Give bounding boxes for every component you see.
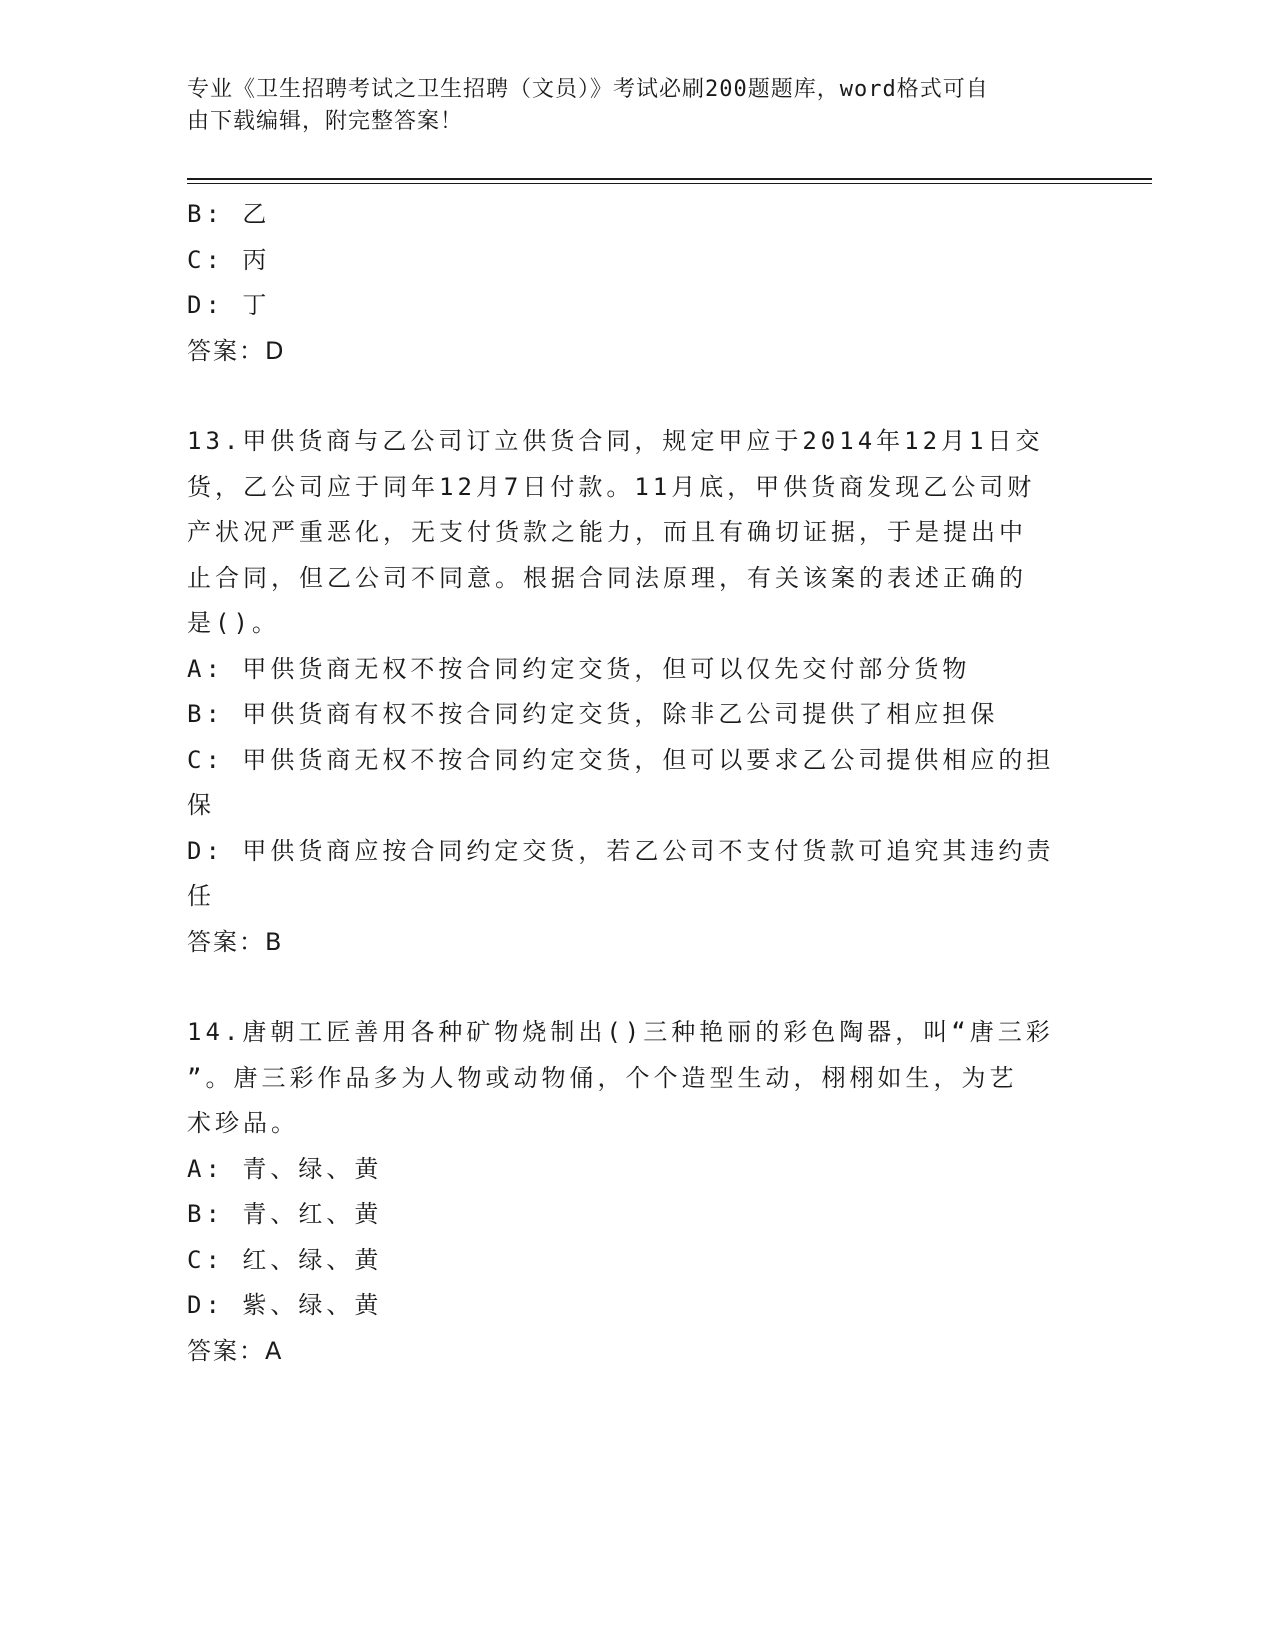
answer-line: 答案：B <box>187 927 284 956</box>
option-b: B: 青、红、黄 <box>187 1200 383 1228</box>
option-b: B: 乙 <box>187 200 271 228</box>
option-d: D: 紫、绿、黄 <box>187 1291 383 1319</box>
option-d: D: 丁 <box>187 291 271 319</box>
question-stem-line: 止合同，但乙公司不同意。根据合同法原理，有关该案的表述正确的 <box>187 563 1027 592</box>
question-stem-line: ”。唐三彩作品多为人物或动物俑，个个造型生动，栩栩如生，为艺 <box>187 1063 1018 1092</box>
question-stem-line: 货，乙公司应于同年12月7日付款。11月底，甲供货商发现乙公司财 <box>187 472 1036 501</box>
question-stem-line: 术珍品。 <box>187 1109 299 1137</box>
option-c: C: 丙 <box>187 245 271 274</box>
header-divider-thin <box>187 183 1152 184</box>
option-c: C: 红、绿、黄 <box>187 1245 383 1274</box>
question-stem-line: 产状况严重恶化，无支付货款之能力，而且有确切证据，于是提出中 <box>187 518 1027 546</box>
answer-line: 答案：A <box>187 1336 284 1365</box>
header-divider-thick <box>187 178 1152 180</box>
question-stem-line: 14.唐朝工匠善用各种矿物烧制出()三种艳丽的彩色陶器，叫“唐三彩 <box>187 1018 1054 1046</box>
question-14 <box>187 1010 1087 1374</box>
header-line-1: 专业《卫生招聘考试之卫生招聘（文员）》考试必刷200题题库，word格式可自 <box>187 77 989 102</box>
option-a: A: 青、绿、黄 <box>187 1154 383 1183</box>
question-spacer <box>187 374 1087 419</box>
option-d-continued: 任 <box>187 882 215 910</box>
question-spacer <box>187 965 1087 1010</box>
option-c-continued: 保 <box>187 791 215 819</box>
option-d: D: 甲供货商应按合同约定交货，若乙公司不支付货款可追究其违约责 <box>187 836 1055 865</box>
option-c: C: 甲供货商无权不按合同约定交货，但可以要求乙公司提供相应的担 <box>187 745 1055 774</box>
question-12 <box>187 192 1087 374</box>
header-line-2: 由下载编辑，附完整答案！ <box>187 109 464 134</box>
option-b: B: 甲供货商有权不按合同约定交货，除非乙公司提供了相应担保 <box>187 700 999 728</box>
option-a: A: 甲供货商无权不按合同约定交货，但可以仅先交付部分货物 <box>187 654 971 683</box>
question-content <box>187 192 1087 1374</box>
document-header <box>187 74 1067 138</box>
question-stem-line: 13.甲供货商与乙公司订立供货合同，规定甲应于2014年12月1日交 <box>187 427 1044 455</box>
answer-line: 答案：D <box>187 336 286 365</box>
question-stem-line: 是()。 <box>187 609 280 637</box>
question-13 <box>187 419 1087 965</box>
